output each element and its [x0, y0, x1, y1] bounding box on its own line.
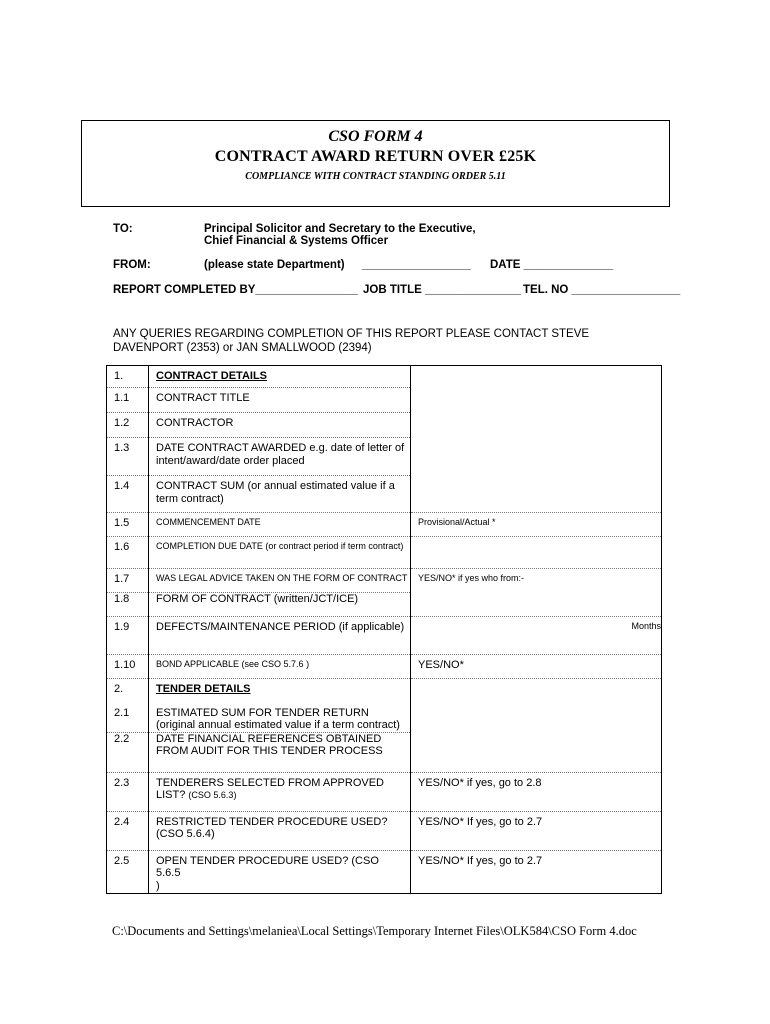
row-value[interactable] — [411, 537, 662, 569]
row-label: COMPLETION DUE DATE (or contract period if term contract) — [149, 537, 411, 569]
report-completed-field[interactable]: REPORT COMPLETED BY________________ — [113, 284, 358, 296]
row-label: DATE FINANCIAL REFERENCES OBTAINED FROM AUDIT FOR THIS TENDER PROCESS — [149, 732, 411, 772]
row-value[interactable] — [411, 366, 662, 513]
row-number: 1. — [107, 366, 149, 388]
row-number: 1.9 — [107, 617, 149, 655]
table-row — [107, 772, 662, 811]
title-box — [81, 120, 670, 207]
row-number: 2. — [107, 679, 149, 703]
to-line-1: Principal Solicitor and Secretary to the Executive, — [204, 223, 476, 235]
row-label: CONTRACT SUM (or annual estimated value if a term contract) — [149, 476, 411, 513]
table-row — [107, 569, 662, 593]
row-label: ESTIMATED SUM FOR TENDER RETURN (original annual estimated value if a term contract) — [149, 703, 411, 733]
row-number: 1.5 — [107, 513, 149, 537]
row-value[interactable]: YES/NO* — [411, 655, 662, 679]
row-label-text: OPEN TENDER PROCEDURE USED? (CSO 5.6.5 — [156, 854, 379, 879]
table-row — [107, 811, 662, 850]
row-number: 1.1 — [107, 388, 149, 413]
row-label: DATE CONTRACT AWARDED e.g. date of letter of intent/award/date order placed — [149, 438, 411, 476]
row-number: 1.6 — [107, 537, 149, 569]
row-label — [149, 850, 411, 893]
row-number: 1.2 — [107, 413, 149, 438]
table-row — [107, 617, 662, 655]
row-number: 1.4 — [107, 476, 149, 513]
row-label: DEFECTS/MAINTENANCE PERIOD (if applicable) — [149, 617, 411, 655]
row-label-extra: ) — [156, 879, 160, 892]
queries-line-1: ANY QUERIES REGARDING COMPLETION OF THIS REPORT PLEASE CONTACT STEVE — [113, 328, 590, 340]
row-label: CONTRACTOR — [149, 413, 411, 438]
from-label: FROM: — [113, 259, 151, 271]
table-row — [107, 513, 662, 537]
row-value[interactable] — [411, 732, 662, 772]
table-row — [107, 655, 662, 679]
form-subtitle: COMPLIANCE WITH CONTRACT STANDING ORDER 5.11 — [245, 171, 506, 182]
row-label — [149, 772, 411, 811]
table-row — [107, 537, 662, 569]
row-label: FORM OF CONTRACT (written/JCT/ICE) — [149, 593, 411, 617]
row-number: 1.10 — [107, 655, 149, 679]
row-value[interactable]: Months — [411, 617, 662, 655]
row-label: BOND APPLICABLE (see CSO 5.7.6 ) — [149, 655, 411, 679]
document-path-footer: C:\Documents and Settings\melaniea\Local Settings\Temporary Internet Files\OLK584\CSO Form 4.doc — [112, 924, 637, 938]
row-label-ref: (CSO 5.6.3) — [188, 790, 237, 800]
job-title-field[interactable]: JOB TITLE _______________ — [363, 284, 521, 296]
row-label-text: TENDERERS SELECTED FROM APPROVED LIST? — [156, 776, 384, 801]
table-row — [107, 679, 662, 703]
tel-no-field[interactable]: TEL. NO _________________ — [523, 284, 681, 296]
row-number: 2.2 — [107, 732, 149, 772]
row-value[interactable] — [411, 679, 662, 733]
queries-line-2: DAVENPORT (2353) or JAN SMALLWOOD (2394) — [113, 342, 372, 354]
row-label: CONTRACT DETAILS — [149, 366, 411, 388]
row-number: 1.7 — [107, 569, 149, 593]
to-label: TO: — [113, 223, 133, 235]
from-department: (please state Department) — [204, 259, 345, 271]
row-label: RESTRICTED TENDER PROCEDURE USED? (CSO 5.6.4) — [149, 811, 411, 850]
row-label: CONTRACT TITLE — [149, 388, 411, 413]
date-field[interactable]: DATE ______________ — [490, 259, 614, 271]
row-value[interactable]: YES/NO* If yes, go to 2.7 — [411, 811, 662, 850]
row-number: 2.3 — [107, 772, 149, 811]
row-value[interactable]: Provisional/Actual * — [411, 513, 662, 537]
row-value[interactable]: YES/NO* if yes who from:- — [411, 569, 662, 617]
table-row — [107, 366, 662, 388]
table-row — [107, 850, 662, 893]
row-value[interactable]: YES/NO* If yes, go to 2.7 — [411, 850, 662, 893]
row-number: 1.8 — [107, 593, 149, 617]
row-number: 2.1 — [107, 703, 149, 733]
table-row — [107, 732, 662, 772]
row-value[interactable]: YES/NO* if yes, go to 2.8 — [411, 772, 662, 811]
to-line-2: Chief Financial & Systems Officer — [204, 235, 389, 247]
from-blank[interactable]: _________________ — [362, 259, 471, 271]
row-label: COMMENCEMENT DATE — [149, 513, 411, 537]
form-title: CONTRACT AWARD RETURN OVER £25K — [214, 148, 537, 165]
row-number: 2.5 — [107, 850, 149, 893]
contract-details-table — [106, 365, 662, 894]
form-name: CSO FORM 4 — [328, 128, 423, 145]
row-label: WAS LEGAL ADVICE TAKEN ON THE FORM OF CONTRACT — [149, 569, 411, 593]
row-number: 2.4 — [107, 811, 149, 850]
row-number: 1.3 — [107, 438, 149, 476]
row-label: TENDER DETAILS — [149, 679, 411, 703]
